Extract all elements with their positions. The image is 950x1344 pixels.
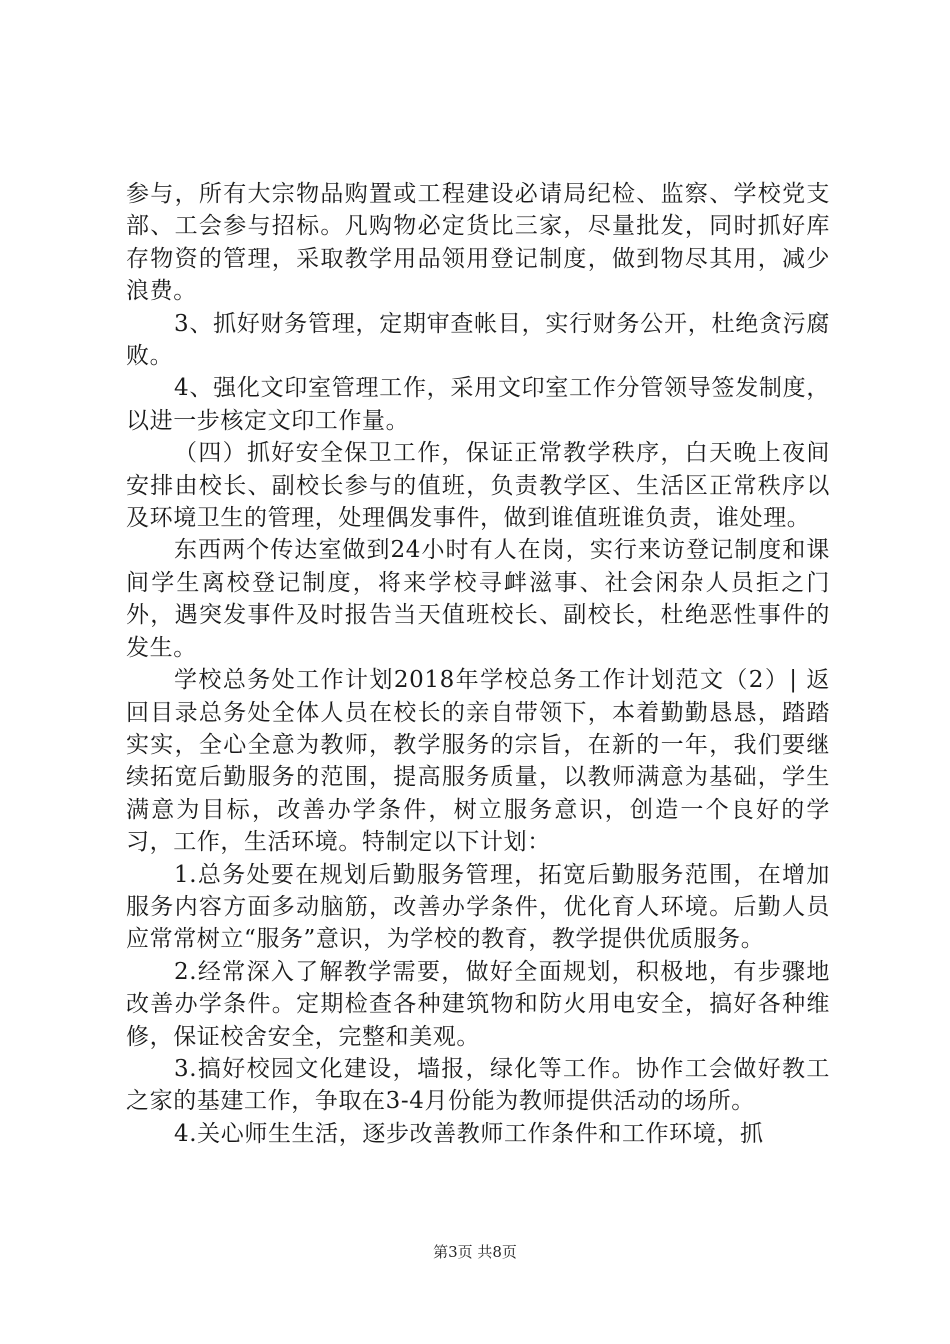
- document-body: [126, 178, 830, 1150]
- paragraph-7: 1.总务处要在规划后勤服务管理，拓宽后勤服务范围，在增加服务内容方面多动脑筋，改善办学条件，优化育人环境。后勤人员应常常树立“服务”意识，为学校的教育，教学提供优质服务。: [126, 861, 830, 953]
- paragraph-8: 2.经常深入了解教学需要，做好全面规划，积极地，有步骤地改善办学条件。定期检查各种建筑物和防火用电安全，搞好各种维修，保证校舍安全，完整和美观。: [126, 958, 830, 1050]
- paragraph-6: 学校总务处工作计划2018年学校总务工作计划范文（2）| 返回目录总务处全体人员在校长的亲自带领下，本着勤勤恳恳，踏踏实实，全心全意为教师，教学服务的宗旨，在新的一年，我们要继续拓宽后勤服务的范围，提高服务质量，以教师满意为基础，学生满意为目标，改善办学条件，树立服务意识，创造一个良好的学习，工作，生活环境。特制定以下计划：: [126, 667, 830, 856]
- page-number: 第3页 共8页: [433, 1243, 517, 1261]
- paragraph-5: 东西两个传达室做到24小时有人在岗，实行来访登记制度和课间学生离校登记制度，将来学校寻衅滋事、社会闲杂人员拒之门外，遇突发事件及时报告当天值班校长、副校长，杜绝恶性事件的发生。: [126, 537, 830, 661]
- paragraph-4: （四）抓好安全保卫工作，保证正常教学秩序，白天晚上夜间安排由校长、副校长参与的值班，负责教学区、生活区正常秩序以及环境卫生的管理，处理偶发事件，做到谁值班谁负责，谁处理。: [126, 440, 830, 532]
- paragraph-3: 4、强化文印室管理工作，采用文印室工作分管领导签发制度，以进一步核定文印工作量。: [126, 375, 830, 434]
- paragraph-10: 4.关心师生生活，逐步改善教师工作条件和工作环境，抓: [174, 1120, 764, 1147]
- paragraph-1: 参与，所有大宗物品购置或工程建设必请局纪检、监察、学校党支部、工会参与招标。凡购物必定货比三家，尽量批发，同时抓好库存物资的管理，采取教学用品领用登记制度，做到物尽其用，减少浪费。: [126, 181, 830, 305]
- paragraph-9: 3.搞好校园文化建设，墙报，绿化等工作。协作工会做好教工之家的基建工作，争取在3-4月份能为教师提供活动的场所。: [126, 1055, 830, 1115]
- paragraph-2: 3、抓好财务管理，定期审查帐目，实行财务公开，杜绝贪污腐败。: [126, 310, 830, 370]
